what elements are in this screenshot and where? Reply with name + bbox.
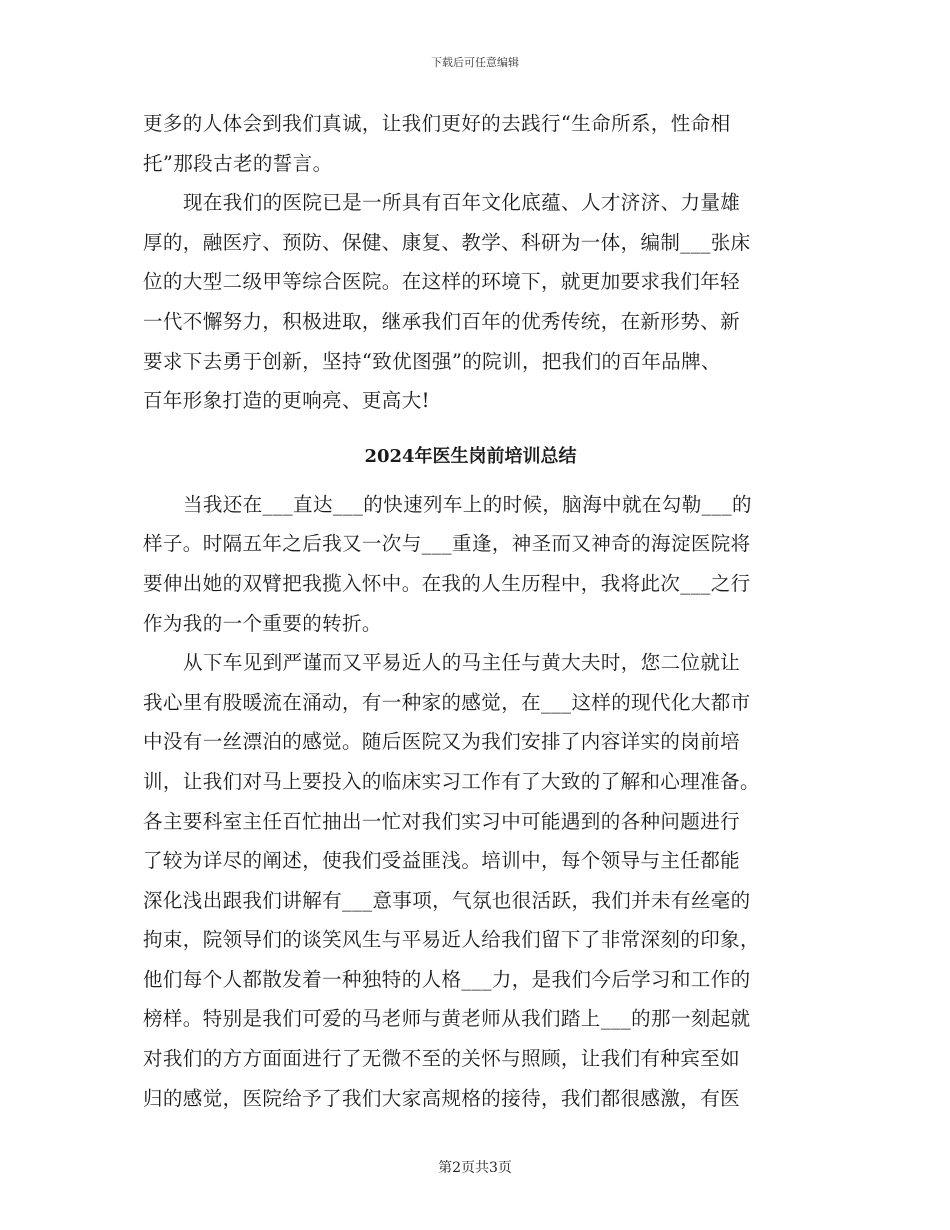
text-line: 样子。时隔五年之后我又一次与___重逢，神圣而又神奇的海淀医院将 <box>143 532 751 556</box>
text-line: 要求下去勇于创新，坚持“致优图强”的院训，把我们的百年品牌、 <box>143 349 721 373</box>
text-line: 百年形象打造的更响亮、更高大! <box>143 389 430 413</box>
text-line: 现在我们的医院已是一所具有百年文化底蕴、人才济济、力量雄 <box>183 191 741 215</box>
paragraph-hospital <box>143 183 818 421</box>
text-line: 当我还在___直达___的快速列车上的时候，脑海中就在勾勒___的 <box>183 492 752 516</box>
text-line: 他们每个人都散发着一种独特的人格___力，是我们今后学习和工作的 <box>143 967 751 991</box>
text-line: 对我们的方方面面进行了无微不至的关怀与照顾，让我们有种宾至如 <box>143 1047 741 1071</box>
paragraph-arrival <box>143 485 818 643</box>
text-line: 位的大型二级甲等综合医院。在这样的环境下，就更加要求我们年轻 <box>143 270 741 294</box>
section-title: 2024年医生岗前培训总结 <box>364 445 577 467</box>
text-line: 拘束，院领导们的谈笑风生与平易近人给我们留下了非常深刻的印象， <box>143 928 760 952</box>
text-line: 训，让我们对马上要投入的临床实习工作有了大致的了解和心理准备。 <box>143 769 760 793</box>
text-line: 了较为详尽的阐述，使我们受益匪浅。培训中，每个领导与主任都能 <box>143 849 741 873</box>
text-line: 中没有一丝漂泊的感觉。随后医院又为我们安排了内容详实的岗前培 <box>143 730 741 754</box>
text-line: 各主要科室主任百忙抽出一忙对我们实习中可能遇到的各种问题进行 <box>143 809 741 833</box>
text-line: 榜样。特别是我们可爱的马老师与黄老师从我们踏上___的那一刻起就 <box>143 1007 751 1031</box>
text-line: 更多的人体会到我们真诚，让我们更好的去践行“生命所系，性命相 <box>143 112 731 135</box>
text-line: 托”那段古老的誓言。 <box>143 151 333 175</box>
text-line: 归的感觉，医院给予了我们大家高规格的接待，我们都很感激，有医 <box>143 1086 741 1110</box>
text-line: 厚的，融医疗、预防、保健、康复、教学、科研为一体，编制___张床 <box>143 230 751 254</box>
page-header: 下载后可任意编辑 <box>431 56 519 69</box>
text-line: 作为我的一个重要的转折。 <box>143 611 382 635</box>
text-line: 深化浅出跟我们讲解有___意事项，气氛也很活跃，我们并未有丝毫的 <box>143 888 751 912</box>
paragraph-training <box>143 643 818 1118</box>
text-line: 要伸出她的双臂把我揽入怀中。在我的人生历程中，我将此次___之行 <box>143 571 751 595</box>
paragraph-continued <box>143 104 818 183</box>
text-line: 一代不懈努力，积极进取，继承我们百年的优秀传统，在新形势、新 <box>143 309 741 333</box>
text-line: 从下车见到严谨而又平易近人的马主任与黄大夫时，您二位就让 <box>183 651 741 675</box>
document-body <box>143 104 818 1118</box>
page-number: 第2页共3页 <box>438 1160 512 1176</box>
text-line: 我心里有股暖流在涌动，有一种家的感觉，在___这样的现代化大都市 <box>143 690 751 714</box>
